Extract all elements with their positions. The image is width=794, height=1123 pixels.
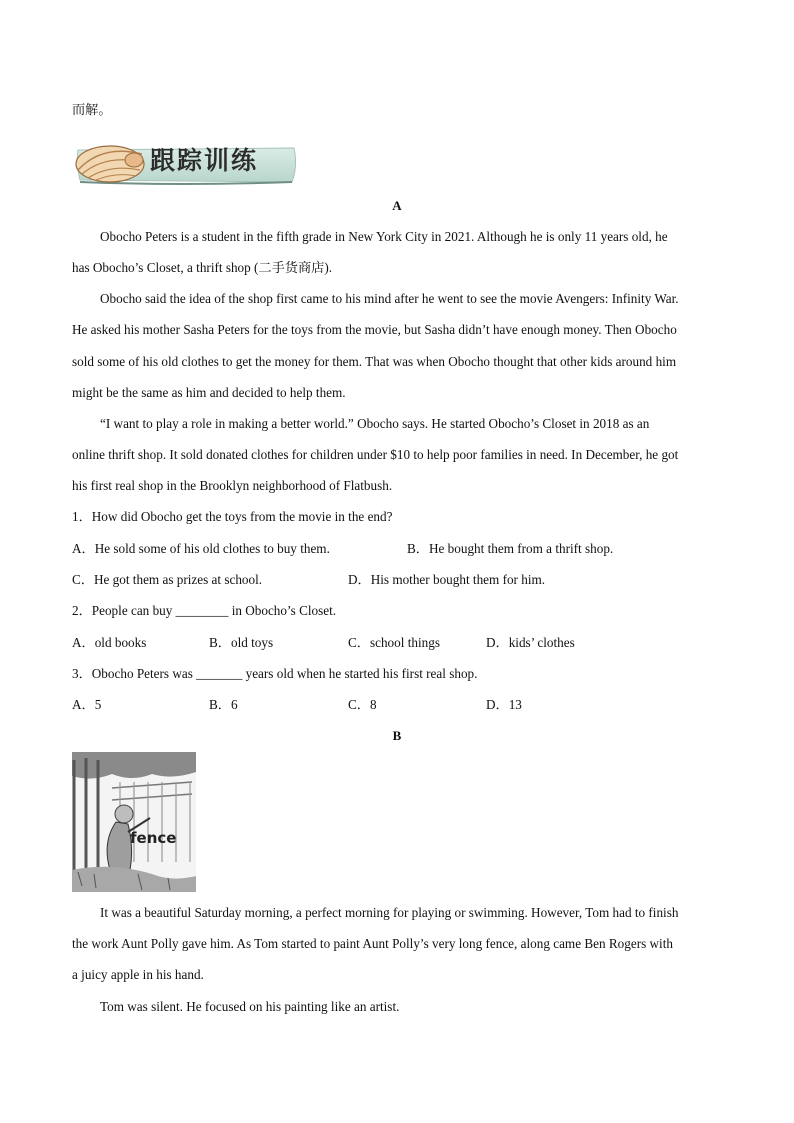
question-stem: 3．Obocho Peters was _______ years old when he started his first real shop. xyxy=(72,666,478,681)
answer-option: A．old books xyxy=(72,635,147,650)
fence-image-label: fence xyxy=(130,829,177,847)
passage-b-heading: B xyxy=(392,728,402,743)
passage-line: a juicy apple in his hand. xyxy=(72,967,204,982)
passage-a-heading: A xyxy=(392,198,402,213)
answer-option: A．He sold some of his old clothes to buy them. xyxy=(72,541,330,556)
section-banner-title: 跟踪训练 xyxy=(150,146,259,175)
passage-line: online thrift shop. It sold donated clothes for children under $10 to help poor families in need. In December, he got xyxy=(72,447,679,462)
passage-line: “I want to play a role in making a better world.” Obocho says. He started Obocho’s Closet in 2018 as an xyxy=(100,416,650,431)
passage-line: Tom was silent. He focused on his painting like an artist. xyxy=(100,999,400,1014)
passage-line: Obocho said the idea of the shop first came to his mind after he went to see the movie Avengers: Infinity War. xyxy=(100,291,679,306)
answer-option: D．kids’ clothes xyxy=(486,635,575,650)
answer-option: D．13 xyxy=(486,697,522,712)
passage-line: Obocho Peters is a student in the fifth grade in New York City in 2021. Although he is only 11 years old, he xyxy=(100,229,668,244)
fence-illustration xyxy=(72,752,196,892)
top-fragment: 而解。 xyxy=(72,102,112,117)
question-stem: 2．People can buy ________ in Obocho’s Closet. xyxy=(72,603,337,618)
passage-line: the work Aunt Polly gave him. As Tom started to paint Aunt Polly’s very long fence, along came Ben Rogers with xyxy=(72,936,673,951)
passage-line: It was a beautiful Saturday morning, a perfect morning for playing or swimming. However, Tom had to finish xyxy=(100,905,679,920)
passage-line: his first real shop in the Brooklyn neighborhood of Flatbush. xyxy=(72,478,393,493)
answer-option: C．He got them as prizes at school. xyxy=(72,572,263,587)
answer-option: D．His mother bought them for him. xyxy=(348,572,546,587)
answer-option: C．8 xyxy=(348,697,377,712)
answer-option: A．5 xyxy=(72,697,102,712)
passage-line: has Obocho’s Closet, a thrift shop (二手货商店). xyxy=(72,260,333,275)
answer-option: B．He bought them from a thrift shop. xyxy=(407,541,614,556)
question-stem: 1．How did Obocho get the toys from the movie in the end? xyxy=(72,509,393,524)
answer-option: B．6 xyxy=(209,697,238,712)
answer-option: C．school things xyxy=(348,635,440,650)
passage-line: might be the same as him and decided to help them. xyxy=(72,385,346,400)
passage-line: He asked his mother Sasha Peters for the toys from the movie, but Sasha didn’t have enough money. Then Obocho xyxy=(72,322,677,337)
passage-line: sold some of his old clothes to get the money for them. That was when Obocho thought that other kids around him xyxy=(72,354,677,369)
answer-option: B．old toys xyxy=(209,635,274,650)
